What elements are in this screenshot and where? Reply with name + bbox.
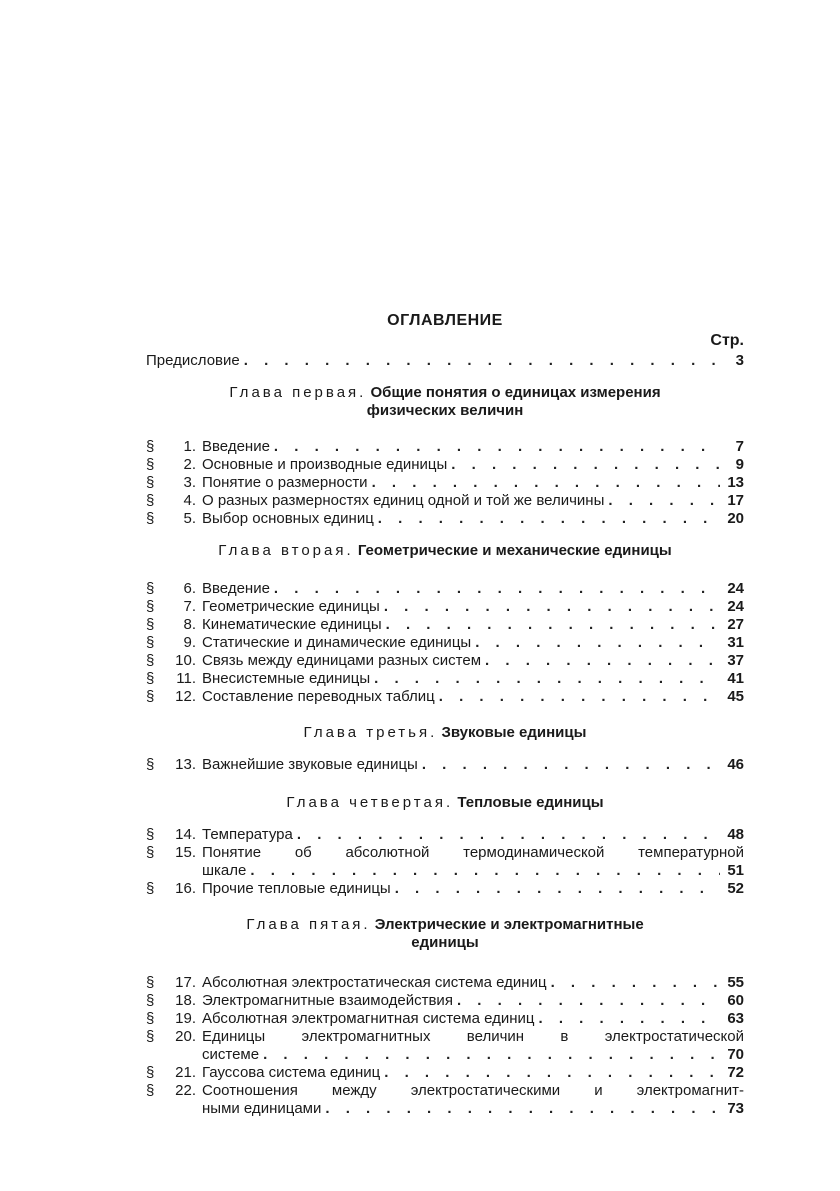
toc-entry bbox=[146, 438, 744, 456]
entry-text-cont: ными единицами bbox=[202, 1100, 322, 1117]
entry-page: 72 bbox=[727, 1064, 744, 1081]
entry-page: 52 bbox=[727, 880, 744, 897]
entry-text: Выбор основных единиц bbox=[202, 510, 374, 527]
toc-entry bbox=[146, 634, 744, 652]
section-sign: § bbox=[146, 1028, 155, 1045]
leader-dots bbox=[378, 510, 720, 528]
entry-number: 17. bbox=[175, 974, 196, 991]
leader-dots bbox=[395, 880, 720, 898]
section-sign: § bbox=[146, 670, 155, 687]
chapter-label: Глава первая. bbox=[229, 384, 367, 401]
entry-page: 55 bbox=[727, 974, 744, 991]
section-sign: § bbox=[146, 992, 155, 1009]
leader-dots bbox=[457, 992, 720, 1010]
entry-text-cont: системе bbox=[202, 1046, 260, 1063]
chapter-title-cont: физических величин bbox=[366, 402, 524, 419]
toc-entry bbox=[146, 880, 744, 898]
leader-dots bbox=[451, 456, 720, 474]
toc-entry-preface bbox=[146, 352, 744, 370]
entry-number: 16. bbox=[175, 880, 196, 897]
toc-entry bbox=[146, 688, 744, 706]
section-sign: § bbox=[146, 756, 155, 773]
toc-entry bbox=[146, 826, 744, 844]
toc-entry bbox=[146, 492, 744, 510]
leader-dots bbox=[422, 756, 720, 774]
leader-dots bbox=[386, 616, 720, 634]
section-sign: § bbox=[146, 880, 155, 897]
entry-page: 24 bbox=[727, 580, 744, 597]
entry-number: 13. bbox=[175, 756, 196, 773]
toc-entry bbox=[146, 456, 744, 474]
toc-entry bbox=[146, 510, 744, 528]
chapter-entries-2 bbox=[146, 580, 744, 706]
entry-number: 8. bbox=[183, 616, 196, 633]
section-sign: § bbox=[146, 826, 155, 843]
entry-text: О разных размерностях единиц одной и той же величины bbox=[202, 492, 605, 509]
entry-number: 20. bbox=[175, 1028, 196, 1045]
toc-entry bbox=[146, 1064, 744, 1082]
entry-text: Единицы электромагнитных величин в электростатической bbox=[202, 1028, 744, 1045]
chapter-heading-4 bbox=[146, 794, 744, 812]
toc-entry bbox=[146, 580, 744, 598]
section-sign: § bbox=[146, 510, 155, 527]
leader-dots bbox=[372, 474, 720, 492]
chapter-entries-4 bbox=[146, 826, 744, 898]
section-sign: § bbox=[146, 634, 155, 651]
leader-dots bbox=[485, 652, 720, 670]
toc-title: ОГЛАВЛЕНИЕ bbox=[387, 312, 503, 329]
entry-text: Электромагнитные взаимодействия bbox=[202, 992, 453, 1009]
entry-page: 13 bbox=[727, 474, 744, 491]
entry-number: 12. bbox=[175, 688, 196, 705]
entry-number: 10. bbox=[175, 652, 196, 669]
entry-page: 7 bbox=[735, 438, 744, 455]
section-sign: § bbox=[146, 474, 155, 491]
toc-entry bbox=[146, 616, 744, 634]
entry-page: 48 bbox=[727, 826, 744, 843]
entry-number: 4. bbox=[183, 492, 196, 509]
chapter-heading-2 bbox=[146, 542, 744, 560]
toc-entry-wrapped bbox=[146, 844, 744, 862]
entry-page: 63 bbox=[727, 1010, 744, 1027]
section-sign: § bbox=[146, 456, 155, 473]
leader-dots bbox=[274, 580, 720, 598]
entry-page: 41 bbox=[727, 670, 744, 687]
toc-entry-continuation bbox=[146, 1046, 744, 1064]
entry-text: Абсолютная электромагнитная система единиц bbox=[202, 1010, 535, 1027]
section-sign: § bbox=[146, 1082, 155, 1099]
leader-dots bbox=[608, 492, 720, 510]
chapter-entries-3 bbox=[146, 756, 744, 774]
chapter-title: Геометрические и механические единицы bbox=[357, 542, 672, 559]
entry-page: 31 bbox=[727, 634, 744, 651]
section-sign: § bbox=[146, 616, 155, 633]
entry-number: 21. bbox=[175, 1064, 196, 1081]
chapter-label: Глава четвертая. bbox=[286, 794, 454, 811]
chapter-title: Общие понятия о единицах измерения bbox=[370, 384, 661, 401]
toc-entry bbox=[146, 974, 744, 992]
section-sign: § bbox=[146, 1010, 155, 1027]
entry-page: 3 bbox=[735, 352, 744, 369]
entry-text: Связь между единицами разных систем bbox=[202, 652, 482, 669]
entry-page: 46 bbox=[727, 756, 744, 773]
chapter-label: Глава вторая. bbox=[218, 542, 354, 559]
toc-entry bbox=[146, 1010, 744, 1028]
leader-dots bbox=[384, 1064, 720, 1082]
entry-text: Важнейшие звуковые единицы bbox=[202, 756, 418, 773]
entry-text: Соотношения между электростатическими и электромагнит- bbox=[202, 1082, 744, 1099]
chapter-title: Электрические и электромагнитные bbox=[374, 916, 644, 933]
chapter-label: Глава третья. bbox=[303, 724, 438, 741]
toc-entry-wrapped bbox=[146, 1082, 744, 1100]
entry-number: 14. bbox=[175, 826, 196, 843]
chapter-entries-1 bbox=[146, 438, 744, 528]
leader-dots bbox=[439, 688, 720, 706]
toc-entry bbox=[146, 474, 744, 492]
section-sign: § bbox=[146, 580, 155, 597]
entry-text-cont: шкале bbox=[202, 862, 247, 879]
chapter-title-cont: единицы bbox=[411, 934, 479, 951]
entry-page: 60 bbox=[727, 992, 744, 1009]
entry-page: 45 bbox=[727, 688, 744, 705]
toc-entry-wrapped bbox=[146, 1028, 744, 1046]
entry-text: Внесистемные единицы bbox=[202, 670, 371, 687]
section-sign: § bbox=[146, 492, 155, 509]
section-sign: § bbox=[146, 688, 155, 705]
entry-text: Введение bbox=[202, 438, 270, 455]
chapter-heading-3 bbox=[146, 724, 744, 742]
toc-entry-continuation bbox=[146, 862, 744, 880]
entry-page: 24 bbox=[727, 598, 744, 615]
entry-page: 37 bbox=[727, 652, 744, 669]
entry-number: 9. bbox=[183, 634, 196, 651]
page-column-label: Стр. bbox=[710, 332, 744, 349]
entry-page: 9 bbox=[735, 456, 744, 473]
toc-entry bbox=[146, 992, 744, 1010]
toc-entry-continuation bbox=[146, 1100, 744, 1118]
entry-number: 3. bbox=[183, 474, 196, 491]
entry-text: Абсолютная электростатическая система единиц bbox=[202, 974, 547, 991]
chapter-heading-1 bbox=[146, 384, 744, 420]
toc-entry bbox=[146, 756, 744, 774]
chapter-entries-5 bbox=[146, 974, 744, 1118]
entry-text: Геометрические единицы bbox=[202, 598, 380, 615]
chapter-title: Звуковые единицы bbox=[441, 724, 587, 741]
entry-number: 1. bbox=[183, 438, 196, 455]
section-sign: § bbox=[146, 844, 155, 861]
entry-number: 15. bbox=[175, 844, 196, 861]
entry-page: 51 bbox=[727, 862, 744, 879]
section-sign: § bbox=[146, 438, 155, 455]
table-of-contents bbox=[146, 312, 744, 1118]
entry-page: 27 bbox=[727, 616, 744, 633]
leader-dots bbox=[244, 352, 720, 370]
leader-dots bbox=[539, 1010, 721, 1028]
section-sign: § bbox=[146, 974, 155, 991]
entry-text: Понятие об абсолютной термодинамической температурной bbox=[202, 844, 744, 861]
entry-number: 18. bbox=[175, 992, 196, 1009]
toc-entry bbox=[146, 652, 744, 670]
leader-dots bbox=[325, 1100, 720, 1118]
entry-text: Гауссова система единиц bbox=[202, 1064, 381, 1081]
entry-text: Кинематические единицы bbox=[202, 616, 382, 633]
chapter-heading-5 bbox=[146, 916, 744, 952]
entry-number: 6. bbox=[183, 580, 196, 597]
section-sign: § bbox=[146, 598, 155, 615]
leader-dots bbox=[384, 598, 720, 616]
entry-number: 11. bbox=[176, 670, 196, 687]
entry-text: Составление переводных таблиц bbox=[202, 688, 435, 705]
section-sign: § bbox=[146, 1064, 155, 1081]
chapter-label: Глава пятая. bbox=[246, 916, 371, 933]
leader-dots bbox=[250, 862, 720, 880]
leader-dots bbox=[274, 438, 720, 456]
entry-text: Предисловие bbox=[146, 352, 240, 369]
entry-page: 70 bbox=[727, 1046, 744, 1063]
entry-text: Основные и производные единицы bbox=[202, 456, 448, 473]
entry-text: Понятие о размерности bbox=[202, 474, 368, 491]
toc-entry bbox=[146, 598, 744, 616]
leader-dots bbox=[263, 1046, 720, 1064]
toc-entry bbox=[146, 670, 744, 688]
entry-number: 19. bbox=[175, 1010, 196, 1027]
entry-text: Статические и динамические единицы bbox=[202, 634, 472, 651]
entry-page: 73 bbox=[727, 1100, 744, 1117]
leader-dots bbox=[551, 974, 720, 992]
leader-dots bbox=[374, 670, 720, 688]
entry-number: 5. bbox=[183, 510, 196, 527]
leader-dots bbox=[475, 634, 720, 652]
chapter-title: Тепловые единицы bbox=[457, 794, 604, 811]
entry-number: 2. bbox=[183, 456, 196, 473]
entry-text: Температура bbox=[202, 826, 293, 843]
entry-text: Введение bbox=[202, 580, 270, 597]
entry-number: 7. bbox=[183, 598, 196, 615]
entry-text: Прочие тепловые единицы bbox=[202, 880, 391, 897]
section-sign: § bbox=[146, 652, 155, 669]
leader-dots bbox=[297, 826, 720, 844]
entry-number: 22. bbox=[175, 1082, 196, 1099]
entry-page: 20 bbox=[727, 510, 744, 527]
entry-page: 17 bbox=[727, 492, 744, 509]
